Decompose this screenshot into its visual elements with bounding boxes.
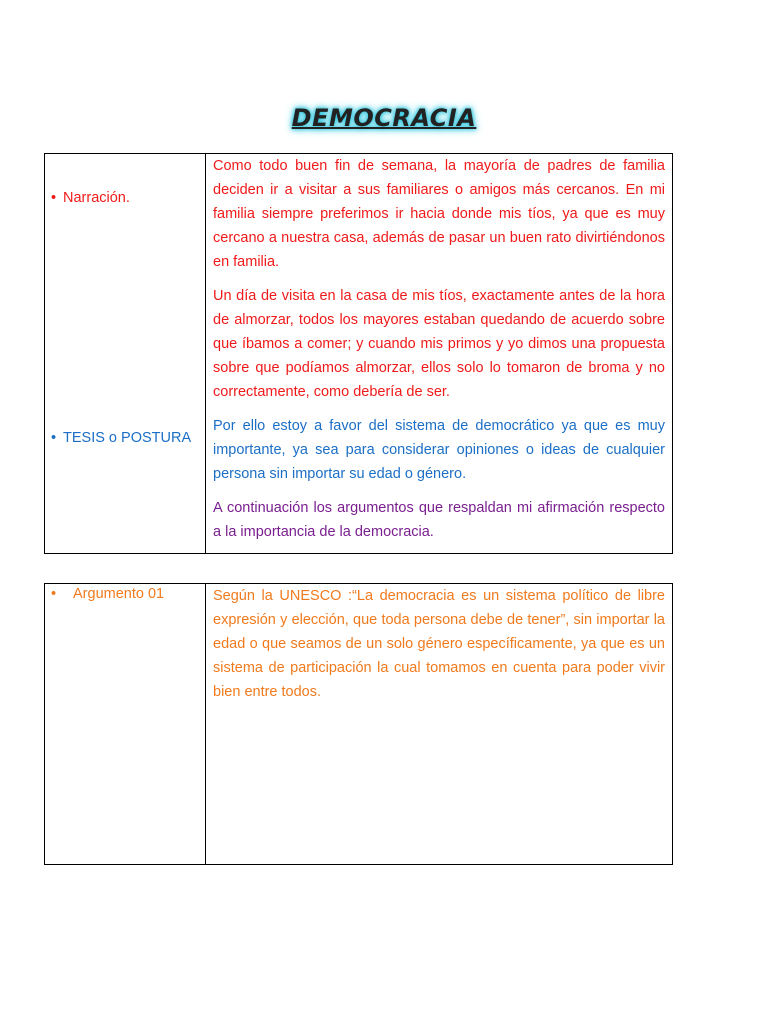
page-title: DEMOCRACIA — [291, 104, 477, 132]
narration-paragraph-2: Un día de visita en la casa de mis tíos, exactamente antes de la hora de almorzar, todos los mayores estaban quedando de acuerdo sobre que íbamos a comer; y cuando mis primos y yo dimos una propuesta sobre que podíamos almorzar, ellos solo lo tomaron de broma y no correctamente, como debería de ser. — [213, 288, 665, 400]
argument-table — [44, 583, 673, 865]
argument-content — [213, 584, 665, 704]
narracion-label: • Narración. — [51, 190, 130, 206]
bullet-icon: • — [51, 430, 57, 446]
tesis-label: • TESIS o POSTURA — [51, 430, 192, 446]
argumento-01-label: • Argumento 01 — [51, 586, 165, 602]
arguments-intro-paragraph: A continuación los argumentos que respaldan mi afirmación respecto a la importancia de la democracia. — [213, 500, 665, 540]
bullet-icon: • — [51, 190, 57, 206]
narration-paragraph-1: Como todo buen fin de semana, la mayoría de padres de familia deciden ir a visitar a sus familiares o amigos más cercanos. En mi familia siempre preferimos ir hacia donde mis tíos, ya que es muy cercano a nuestra casa, además de pasar un buen rato divirtiéndonos en familia. — [213, 158, 665, 270]
narration-content — [213, 154, 665, 544]
table-column-divider — [205, 154, 206, 553]
narration-thesis-table — [44, 153, 673, 554]
bullet-icon: • — [51, 586, 57, 602]
table-column-divider — [205, 584, 206, 864]
argument-paragraph: Según la UNESCO :“La democracia es un sistema político de libre expresión y elección, que toda persona debe de tener”, sin importar la edad o que seamos de un solo género específicamente, ya que es un sistema de participación la cual tomamos en cuenta para poder vivir bien entre todos. — [213, 588, 665, 700]
thesis-paragraph: Por ello estoy a favor del sistema de democrático ya que es muy importante, ya sea para considerar opiniones o ideas de cualquier persona sin importar su edad o género. — [213, 418, 665, 482]
